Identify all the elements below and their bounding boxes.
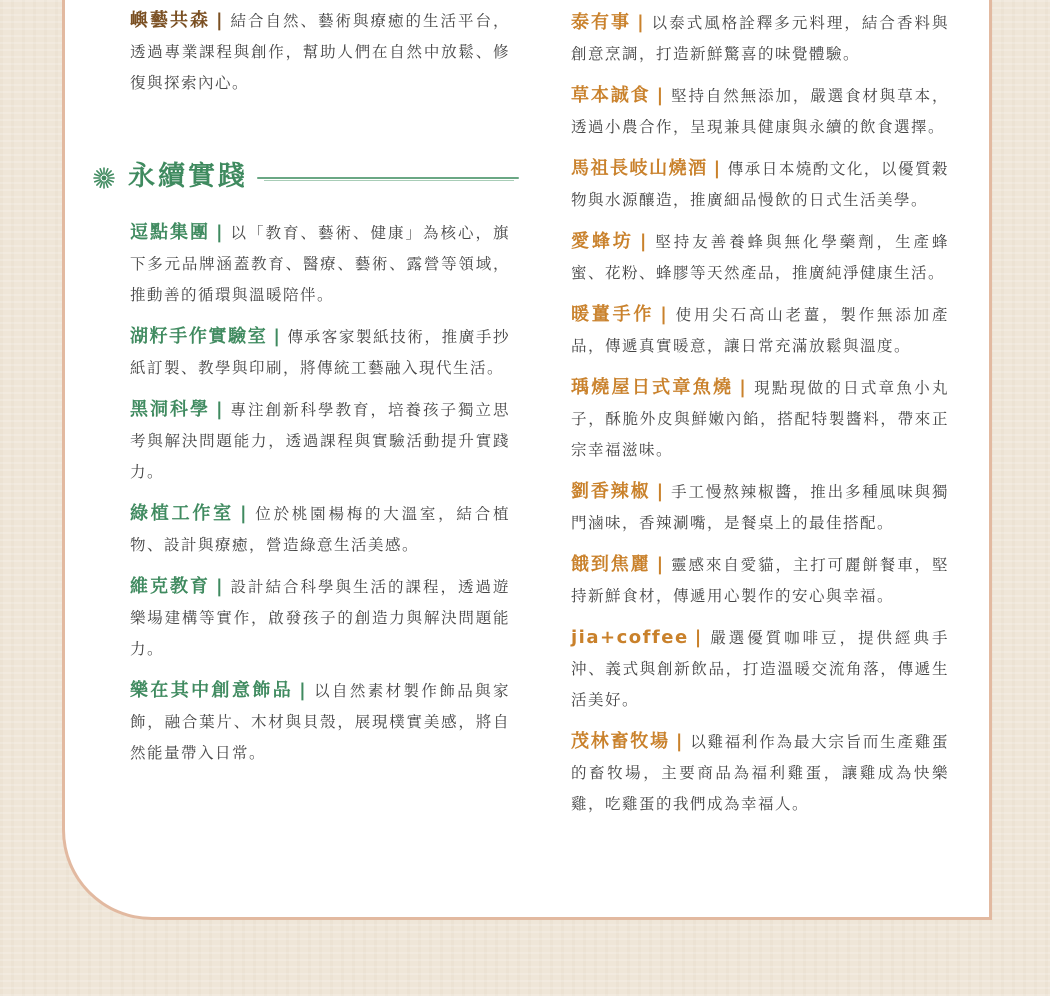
vendor-description: 現點現做的日式章魚小丸子，酥脆外皮與鮮嫩內餡，搭配特製醬料，帶來正宗幸福滋味。 bbox=[571, 379, 949, 459]
vendor-entry bbox=[130, 5, 510, 99]
vendor-separator: | bbox=[739, 377, 748, 398]
vendor-entry bbox=[130, 498, 510, 561]
vendor-description: 以雞福利作為最大宗旨而生產雞蛋的畜牧場，主要商品為福利雞蛋，讓雞成為快樂雞，吃雞蛋的我們成為幸福人。 bbox=[571, 733, 949, 813]
vendor-name: 草本誠食 bbox=[571, 85, 651, 106]
vendor-name: 劉香辣椒 bbox=[571, 481, 651, 502]
vendor-separator: | bbox=[675, 731, 684, 752]
left-column bbox=[130, 5, 510, 109]
vendor-description: 傳承客家製紙技術，推廣手抄紙訂製、教學與印刷，將傳統工藝融入現代生活。 bbox=[130, 328, 510, 377]
vendor-entry bbox=[571, 622, 949, 716]
vendor-name: 湖籽手作實驗室 bbox=[130, 326, 268, 347]
section-divider-accent bbox=[264, 180, 514, 181]
vendor-separator: | bbox=[215, 10, 225, 31]
vendor-name: 逗點集團 bbox=[130, 222, 210, 243]
vendor-description: 手工慢熬辣椒醬，推出多種風味與獨門滷味，香辣涮嘴，是餐桌上的最佳搭配。 bbox=[571, 483, 949, 532]
vendor-name: 泰有事 bbox=[571, 12, 632, 33]
vendor-name: 愛蜂坊 bbox=[571, 231, 634, 252]
section-title: 永續實踐 bbox=[128, 161, 248, 192]
vendor-entry bbox=[130, 394, 510, 488]
vendor-entry bbox=[571, 7, 949, 70]
vendor-separator: | bbox=[656, 85, 665, 106]
vendor-entry bbox=[130, 321, 510, 384]
vendor-separator: | bbox=[694, 627, 703, 648]
vendor-name: 暖薑手作 bbox=[571, 304, 655, 325]
vendor-name: 馬祖長岐山燒酒 bbox=[571, 158, 708, 179]
vendor-name: jia+coffee bbox=[571, 627, 689, 648]
vendor-separator: | bbox=[299, 680, 308, 701]
vendor-separator: | bbox=[239, 503, 249, 524]
vendor-name: 綠植工作室 bbox=[130, 503, 234, 524]
vendor-entry bbox=[571, 299, 949, 362]
vendor-entry bbox=[130, 675, 510, 769]
vendor-description: 位於桃園楊梅的大溫室，結合植物、設計與療癒，營造綠意生活美感。 bbox=[130, 505, 511, 554]
vendor-separator: | bbox=[215, 222, 225, 243]
vendor-entry bbox=[571, 226, 949, 289]
vendor-separator: | bbox=[637, 12, 646, 33]
vendor-name: 瑀燒屋日式章魚燒 bbox=[571, 377, 734, 398]
vendor-name: 嶼藝共森 bbox=[130, 10, 210, 31]
vendor-description: 專注創新科學教育，培養孩子獨立思考與解決問題能力，透過課程與實驗活動提升實踐力。 bbox=[130, 401, 510, 481]
vendor-entry bbox=[571, 80, 949, 143]
vendor-separator: | bbox=[273, 326, 282, 347]
vendor-description: 設計結合科學與生活的課程，透過遊樂場建構等實作，啟發孩子的創造力與解決問題能力。 bbox=[130, 578, 510, 658]
vendor-separator: | bbox=[215, 399, 225, 420]
vendor-description: 使用尖石高山老薑，製作無添加產品，傳遞真實暖意，讓日常充滿放鬆與溫度。 bbox=[571, 306, 949, 355]
vendor-separator: | bbox=[713, 158, 722, 179]
vendor-name: 茂林畜牧場 bbox=[571, 731, 670, 752]
vendor-description: 傳承日本燒酌文化，以優質穀物與水源釀造，推廣細品慢飲的日式生活美學。 bbox=[571, 160, 949, 209]
vendor-separator: | bbox=[656, 554, 665, 575]
sunburst-icon bbox=[92, 166, 116, 190]
vendor-entry bbox=[571, 372, 949, 466]
vendor-name: 樂在其中創意飾品 bbox=[130, 680, 294, 701]
vendor-entry bbox=[130, 217, 510, 311]
section-header bbox=[92, 157, 522, 199]
vendor-separator: | bbox=[656, 481, 665, 502]
vendor-entry bbox=[571, 549, 949, 612]
vendor-name: 黑洞科學 bbox=[130, 399, 210, 420]
vendor-description: 結合自然、藝術與療癒的生活平台，透過專業課程與創作，幫助人們在自然中放鬆、修復與探索內心。 bbox=[130, 12, 510, 92]
vendor-description: 以泰式風格詮釋多元料理，結合香料與創意烹調，打造新鮮驚喜的味覺體驗。 bbox=[571, 14, 949, 63]
vendor-entry bbox=[571, 153, 949, 216]
vendor-separator: | bbox=[660, 304, 669, 325]
vendor-description: 以「教育、藝術、健康」為核心，旗下多元品牌涵蓋教育、醫療、藝術、露營等領域，推動善的循環與溫暖陪伴。 bbox=[130, 224, 510, 304]
vendor-name: 維克教育 bbox=[130, 576, 210, 597]
vendor-description: 靈感來自愛貓，主打可麗餅餐車，堅持新鮮食材，傳遞用心製作的安心與幸福。 bbox=[571, 556, 949, 605]
vendor-entry bbox=[571, 726, 949, 820]
vendor-name: 餓到焦麗 bbox=[571, 554, 651, 575]
vendor-separator: | bbox=[215, 576, 225, 597]
food-vendor-list bbox=[571, 7, 949, 830]
sustainability-list bbox=[130, 217, 510, 779]
vendor-description: 堅持友善養蜂與無化學藥劑，生產蜂蜜、花粉、蜂膠等天然產品，推廣純淨健康生活。 bbox=[571, 233, 949, 282]
section-divider bbox=[257, 177, 519, 179]
vendor-description: 嚴選優質咖啡豆，提供經典手沖、義式與創新飲品，打造溫暖交流角落，傳遞生活美好。 bbox=[571, 629, 949, 709]
vendor-entry bbox=[130, 571, 510, 665]
vendor-entry bbox=[571, 476, 949, 539]
vendor-description: 以自然素材製作飾品與家飾，融合葉片、木材與貝殼，展現樸實美感，將自然能量帶入日常。 bbox=[130, 682, 510, 762]
vendor-separator: | bbox=[639, 231, 648, 252]
vendor-description: 堅持自然無添加，嚴選食材與草本，透過小農合作，呈現兼具健康與永續的飲食選擇。 bbox=[571, 87, 949, 136]
